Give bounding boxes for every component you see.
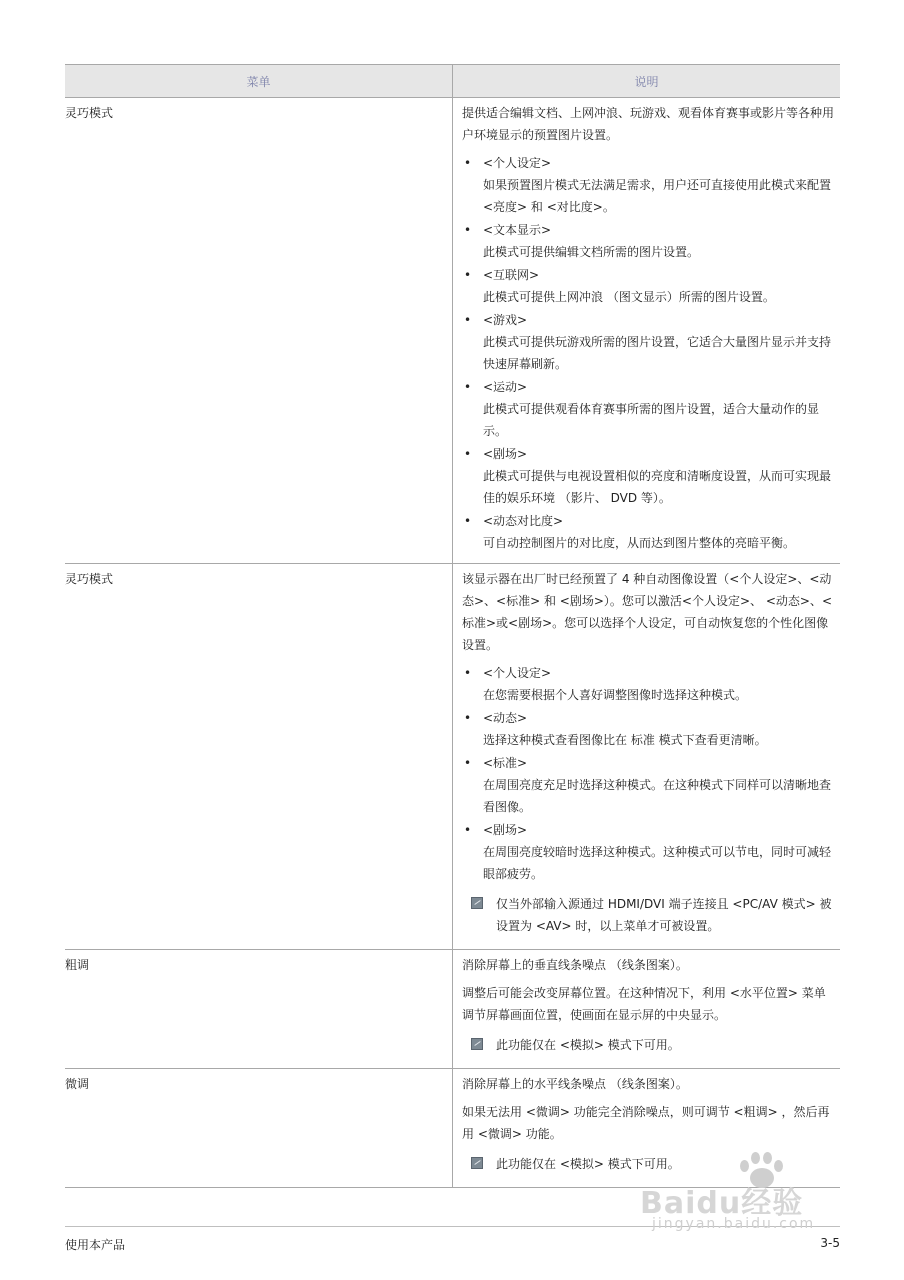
description-cell [453, 98, 841, 564]
note-text: 此功能仅在 <模拟> 模式下可用。 [496, 1038, 680, 1052]
list-item [462, 752, 834, 818]
manual-table [65, 64, 840, 1188]
item-title: <文本显示> [483, 223, 552, 237]
bullet-icon: • [464, 268, 472, 282]
watermark-logo: Baidu经验 [640, 1186, 804, 1221]
menu-cell: 灵巧模式 [65, 98, 453, 564]
list-item [462, 264, 834, 308]
description-cell [453, 564, 841, 950]
table-row [65, 564, 840, 950]
table-row [65, 98, 840, 564]
list-item [462, 510, 834, 554]
menu-cell: 灵巧模式 [65, 564, 453, 950]
footer-page-number: 3-5 [820, 1236, 840, 1250]
bullet-icon: • [464, 313, 472, 327]
item-title: <运动> [483, 380, 528, 394]
intro-text-2: 如果无法用 <微调> 功能完全消除噪点，则可调节 <粗调> ，然后再用 <微调> 功能。 [462, 1105, 830, 1141]
list-item [462, 152, 834, 218]
note [462, 1034, 834, 1056]
bullet-icon: • [464, 156, 472, 170]
item-description: 在您需要根据个人喜好调整图像时选择这种模式。 [483, 688, 748, 702]
bullet-icon: • [464, 380, 472, 394]
table-header-row [65, 65, 840, 98]
note [462, 893, 834, 937]
bullet-icon: • [464, 711, 472, 725]
menu-cell: 粗调 [65, 950, 453, 1069]
item-description: 选择这种模式查看图像比在 标准 模式下查看更清晰。 [483, 733, 767, 747]
item-title: <标准> [483, 756, 528, 770]
list-item [462, 309, 834, 375]
intro-text: 消除屏幕上的垂直线条噪点 （线条图案）。 [462, 958, 688, 972]
bullet-icon: • [464, 823, 472, 837]
option-list [462, 152, 834, 554]
bullet-icon: • [464, 666, 472, 680]
note-pencil-icon [471, 897, 483, 909]
header-menu: 菜单 [65, 65, 453, 98]
item-description: 此模式可提供编辑文档所需的图片设置。 [483, 245, 700, 259]
note-text: 仅当外部输入源通过 HDMI/DVI 端子连接且 <PC/AV 模式> 被设置为 <AV> 时，以上菜单才可被设置。 [496, 897, 832, 933]
list-item [462, 376, 834, 442]
watermark-url: jingyan.baidu.com [652, 1216, 816, 1232]
menu-cell: 微调 [65, 1069, 453, 1188]
item-description: 此模式可提供与电视设置相似的亮度和清晰度设置，从而可实现最佳的娱乐环境 （影片、 DVD 等）。 [483, 469, 832, 505]
item-description: 此模式可提供上网冲浪 （图文显示）所需的图片设置。 [483, 290, 775, 304]
item-description: 如果预置图片模式无法满足需求，用户还可直接使用此模式来配置 <亮度> 和 <对比度>。 [483, 178, 832, 214]
list-item [462, 707, 834, 751]
item-title: <剧场> [483, 447, 528, 461]
list-item [462, 219, 834, 263]
item-title: <个人设定> [483, 666, 552, 680]
list-item [462, 819, 834, 885]
item-title: <剧场> [483, 823, 528, 837]
table-body [65, 98, 840, 1188]
item-description: 此模式可提供玩游戏所需的图片设置，它适合大量图片显示并支持快速屏幕刷新。 [483, 335, 832, 371]
note-pencil-icon [471, 1157, 483, 1169]
option-list [462, 662, 834, 885]
item-description: 可自动控制图片的对比度，从而达到图片整体的亮暗平衡。 [483, 536, 796, 550]
item-description: 在周围亮度充足时选择这种模式。在这种模式下同样可以清晰地查看图像。 [483, 778, 832, 814]
item-title: <互联网> [483, 268, 540, 282]
baidu-watermark [640, 1150, 850, 1230]
item-description: 在周围亮度较暗时选择这种模式。这种模式可以节电，同时可减轻眼部疲劳。 [483, 845, 832, 881]
item-title: <动态对比度> [483, 514, 564, 528]
item-description: 此模式可提供观看体育赛事所需的图片设置，适合大量动作的显示。 [483, 402, 820, 438]
intro-text-2: 调整后可能会改变屏幕位置。在这种情况下，利用 <水平位置> 菜单调节屏幕画面位置，使画面在显示屏的中央显示。 [462, 986, 826, 1022]
item-title: <个人设定> [483, 156, 552, 170]
list-item [462, 443, 834, 509]
header-description: 说明 [453, 65, 841, 98]
intro-text: 提供适合编辑文档、上网冲浪、玩游戏、观看体育赛事或影片等各种用户环境显示的预置图片设置。 [462, 106, 835, 142]
bullet-icon: • [464, 223, 472, 237]
intro-text: 该显示器在出厂时已经预置了 4 种自动图像设置（<个人设定>、<动态>、<标准> 和 <剧场>）。您可以激活<个人设定>、 <动态>、<标准>或<剧场>。您可以选择个人设定，可自动恢复您的个性化图像设置。 [462, 572, 832, 652]
bullet-icon: • [464, 514, 472, 528]
description-cell [453, 950, 841, 1069]
list-item [462, 662, 834, 706]
note-text: 此功能仅在 <模拟> 模式下可用。 [496, 1157, 680, 1171]
note-pencil-icon [471, 1038, 483, 1050]
intro-text: 消除屏幕上的水平线条噪点 （线条图案）。 [462, 1077, 688, 1091]
item-title: <动态> [483, 711, 528, 725]
bullet-icon: • [464, 756, 472, 770]
table-row [65, 950, 840, 1069]
bullet-icon: • [464, 447, 472, 461]
item-title: <游戏> [483, 313, 528, 327]
footer-section-title: 使用本产品 [65, 1238, 126, 1252]
